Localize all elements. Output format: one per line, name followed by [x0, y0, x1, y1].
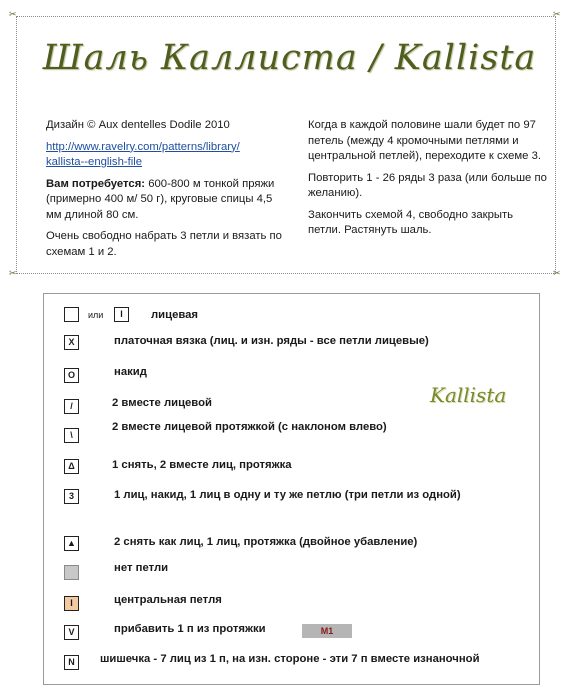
- intro-left-column: [46, 118, 286, 266]
- scissors-icon: ✂: [553, 268, 561, 278]
- materials-label: Вам потребуется:: [46, 177, 146, 190]
- increase-three-symbol: 3: [64, 489, 79, 504]
- instruction-3: Закончить схемой 4, свободно закрыть петли. Растянуть шаль.: [308, 208, 514, 236]
- bobble-symbol: N: [64, 655, 79, 670]
- kallista-logo: Kallista: [430, 383, 507, 407]
- scissors-icon: ✂: [9, 268, 17, 278]
- or-text: или: [88, 310, 104, 320]
- legend-text: центральная петля: [114, 594, 222, 606]
- k2tog-symbol: /: [64, 399, 79, 414]
- empty-cell-symbol: [64, 307, 79, 322]
- legend-text: 2 вместе лицевой протяжкой (с наклоном влево): [112, 421, 387, 433]
- scissors-icon: ✂: [9, 9, 17, 19]
- yarn-over-symbol: O: [64, 368, 79, 383]
- materials-text: [46, 177, 286, 224]
- intro-right-column: [308, 118, 548, 245]
- center-stitch-symbol: I: [64, 596, 79, 611]
- legend-text: 1 лиц, накид, 1 лиц в одну и ту же петлю (три петли из одной): [114, 489, 461, 501]
- page-title: Шаль Каллиста / Kallista: [42, 38, 537, 78]
- pattern-link-line1[interactable]: http://www.ravelry.com/patterns/library/: [46, 140, 240, 153]
- knit-symbol: I: [114, 307, 129, 322]
- instruction-1: Когда в каждой половине шали будет по 97 петель (между 4 кромочными петлями и центральной петлей), переходите к схеме 3.: [308, 119, 542, 162]
- scissors-icon: ✂: [553, 9, 561, 19]
- m1-badge: M1: [302, 624, 352, 638]
- legend-text: нет петли: [114, 562, 169, 574]
- pattern-link[interactable]: [46, 140, 286, 171]
- legend-text: лицевая: [151, 309, 199, 321]
- no-stitch-symbol: [64, 565, 79, 580]
- legend-text: 1 снять, 2 вместе лиц, протяжка: [112, 459, 292, 471]
- symbol-legend: [43, 293, 540, 685]
- legend-text: 2 вместе лицевой: [112, 397, 212, 409]
- design-credit: Дизайн © Aux dentelles Dodile 2010: [46, 119, 230, 131]
- ssk-symbol: \: [64, 428, 79, 443]
- pattern-link-line2[interactable]: kallista--english-file: [46, 156, 143, 168]
- legend-text: прибавить 1 п из протяжки: [114, 623, 266, 635]
- materials-details: 600-800 м тонкой пряжи (примерно 400 м/ 50 г), круговые спицы 4,5 мм длиной 80 см.: [46, 177, 275, 221]
- legend-text: накид: [114, 366, 147, 378]
- m1-symbol: V: [64, 625, 79, 640]
- garter-symbol: X: [64, 335, 79, 350]
- legend-text: 2 снять как лиц, 1 лиц, протяжка (двойное убавление): [114, 536, 418, 548]
- skp-symbol: Δ: [64, 459, 79, 474]
- instruction-2: Повторить 1 - 26 ряды 3 раза (или больше по желанию).: [308, 171, 547, 199]
- cast-on-text: Очень свободно набрать 3 петли и вязать по схемам 1 и 2.: [46, 230, 282, 258]
- legend-text: шишечка - 7 лиц из 1 п, на изн. стороне - эти 7 п вместе изнаночной: [100, 653, 480, 665]
- legend-text: платочная вязка (лиц. и изн. ряды - все петли лицевые): [114, 335, 429, 347]
- double-decrease-symbol: ▲: [64, 536, 79, 551]
